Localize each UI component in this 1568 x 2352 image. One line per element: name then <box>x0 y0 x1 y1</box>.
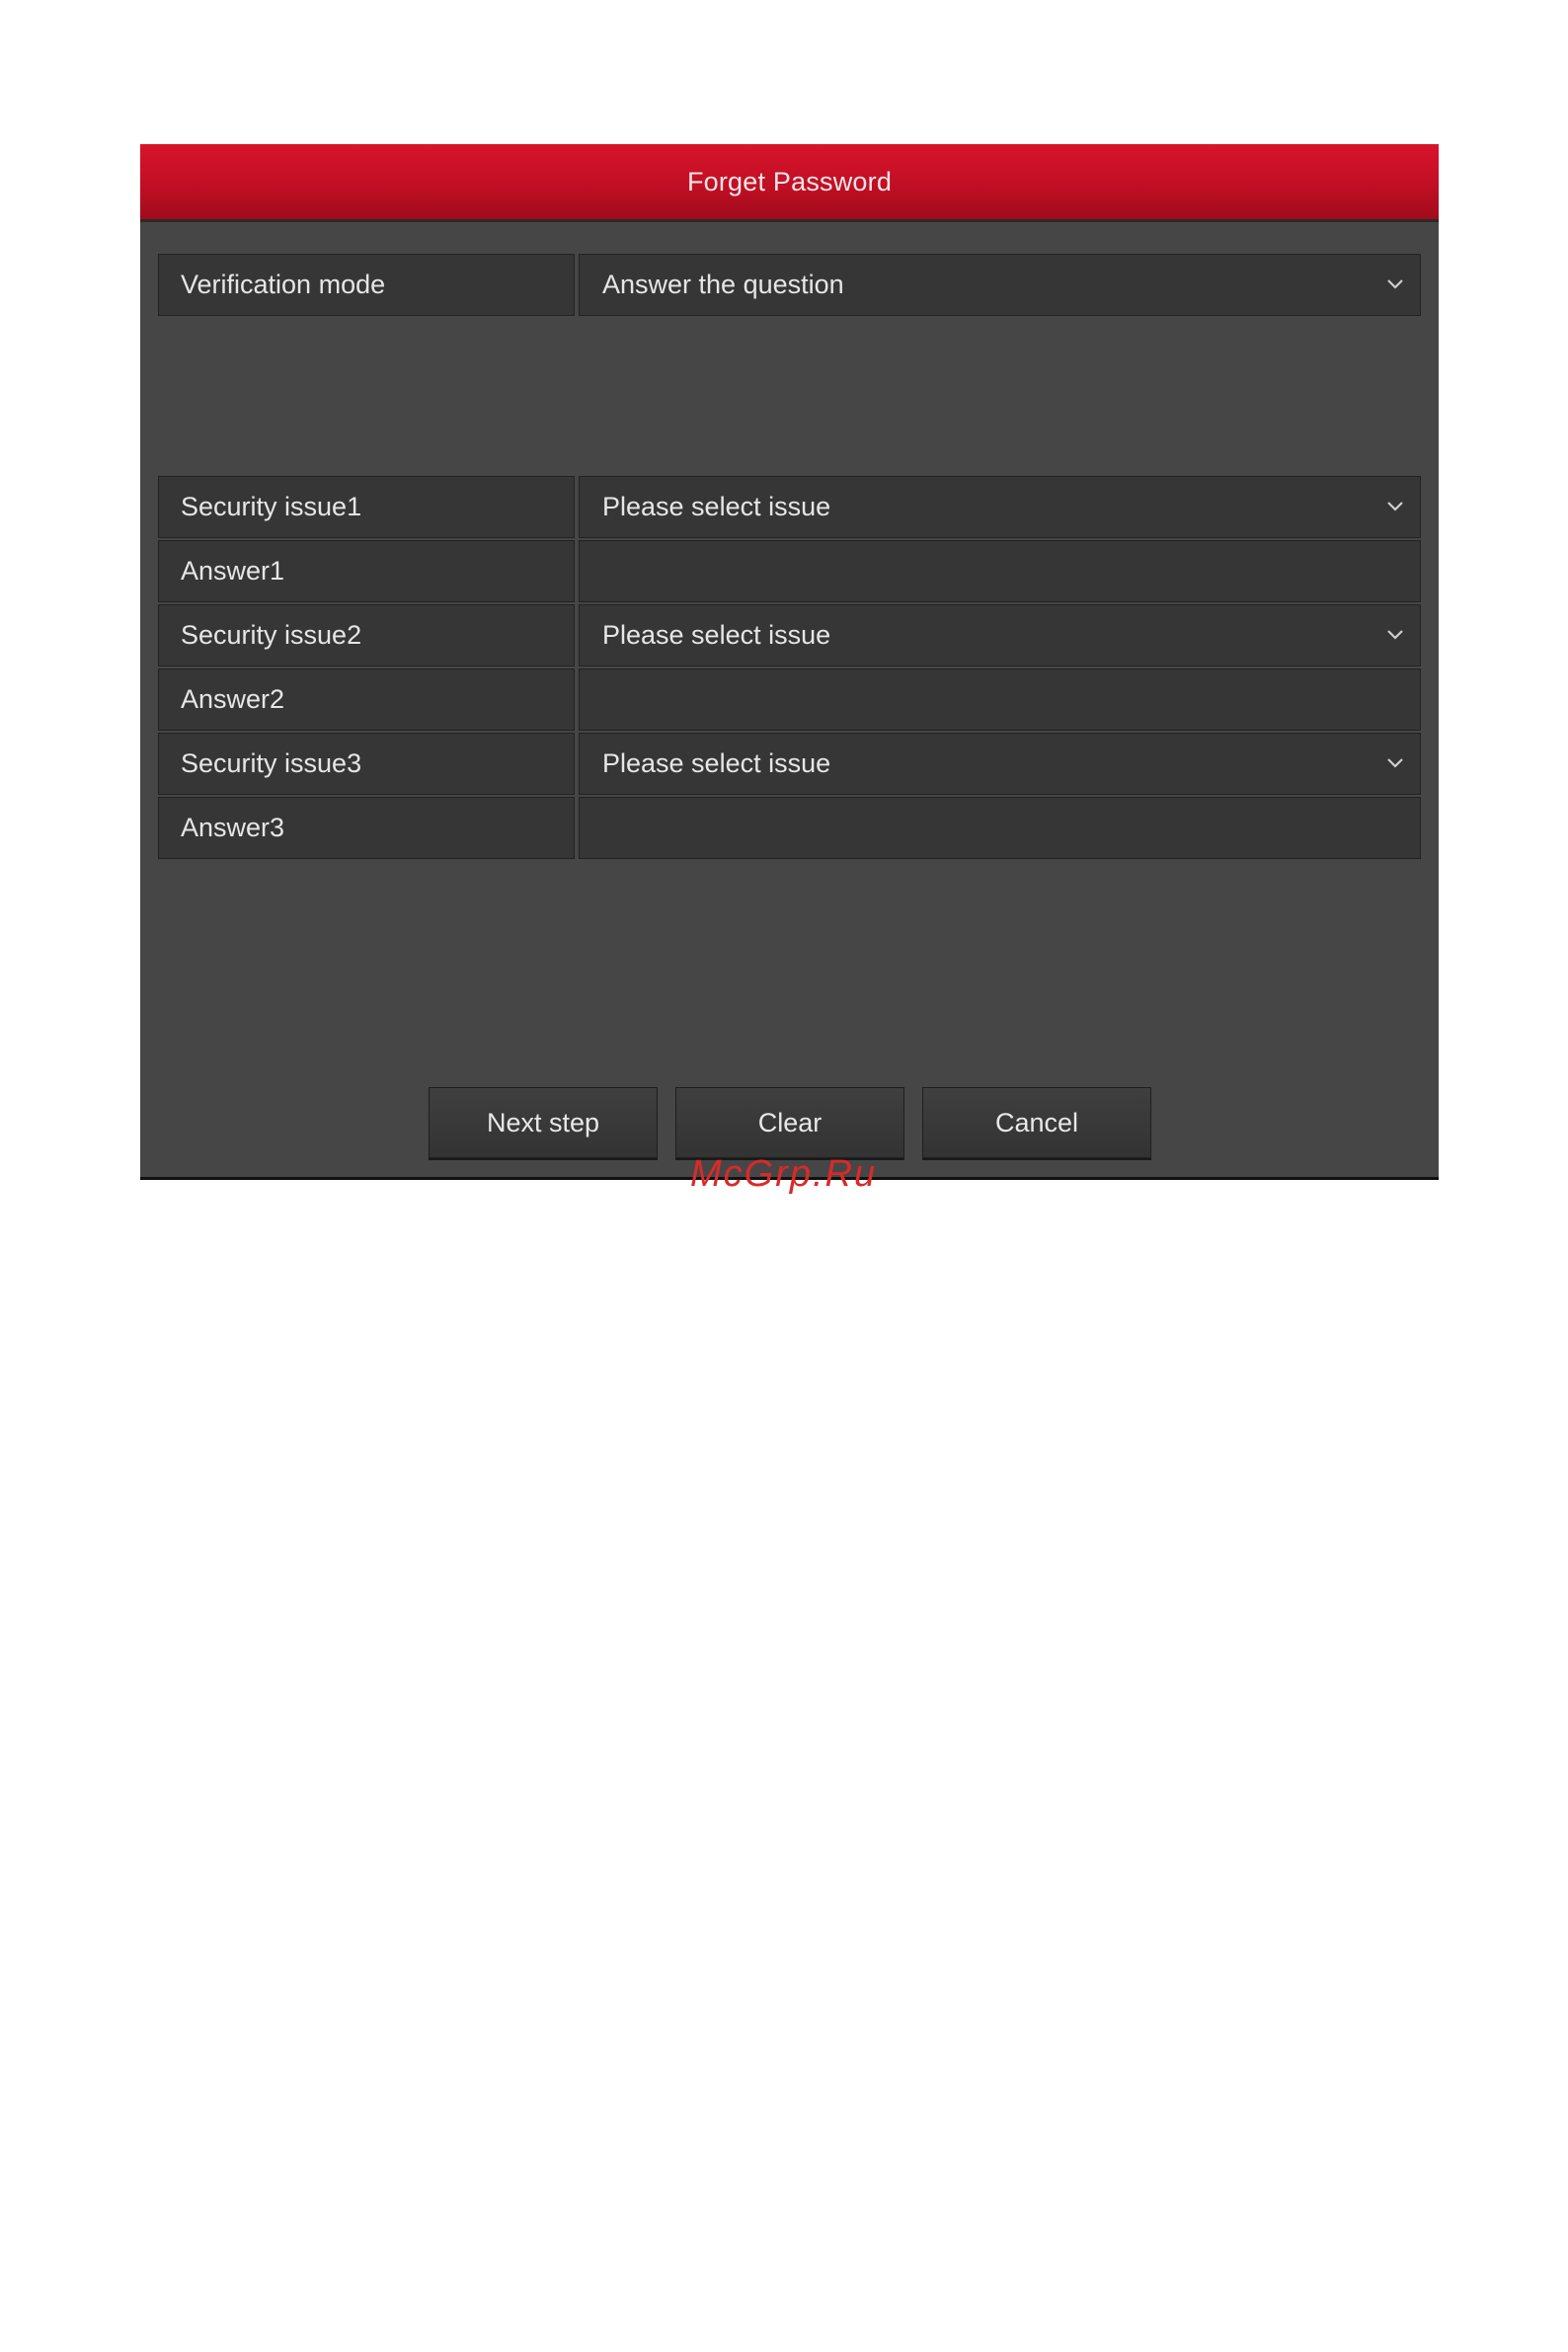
answer2-input[interactable] <box>579 668 1421 731</box>
answer3-input[interactable] <box>579 797 1421 859</box>
dialog-title: Forget Password <box>686 166 893 196</box>
verification-mode-row <box>158 254 1421 316</box>
answer1-input[interactable] <box>579 540 1421 602</box>
clear-button[interactable]: Clear <box>675 1087 904 1158</box>
security-issue1-label: Security issue1 <box>158 476 575 538</box>
chevron-down-icon[interactable] <box>1384 752 1406 774</box>
verification-mode-select[interactable] <box>579 254 1421 316</box>
security-issue3-select[interactable] <box>579 733 1421 795</box>
forget-password-dialog <box>140 144 1439 1180</box>
answer2-label: Answer2 <box>158 668 575 731</box>
security-issue2-label: Security issue2 <box>158 604 575 666</box>
security-issue1-select[interactable] <box>579 476 1421 538</box>
security-issue1-row <box>158 476 1421 538</box>
dialog-title-bar <box>140 144 1439 222</box>
security-issue2-row <box>158 604 1421 666</box>
verification-mode-value: Answer the question <box>602 270 844 299</box>
chevron-down-icon[interactable] <box>1384 624 1406 646</box>
chevron-down-icon[interactable] <box>1384 274 1406 295</box>
verification-mode-label: Verification mode <box>158 254 575 316</box>
cancel-button[interactable]: Cancel <box>922 1087 1151 1158</box>
security-issue1-value: Please select issue <box>602 492 831 521</box>
security-issue2-select[interactable] <box>579 604 1421 666</box>
answer2-row <box>158 668 1421 731</box>
answer3-label: Answer3 <box>158 797 575 859</box>
answer3-row <box>158 797 1421 859</box>
next-step-button[interactable]: Next step <box>429 1087 658 1158</box>
answer1-row <box>158 540 1421 602</box>
security-issue3-row <box>158 733 1421 795</box>
security-issue3-value: Please select issue <box>602 748 831 778</box>
security-issue3-label: Security issue3 <box>158 733 575 795</box>
watermark-text: McGrp.Ru <box>690 1153 878 1195</box>
chevron-down-icon[interactable] <box>1384 496 1406 517</box>
security-issue2-value: Please select issue <box>602 620 831 650</box>
answer1-label: Answer1 <box>158 540 575 602</box>
